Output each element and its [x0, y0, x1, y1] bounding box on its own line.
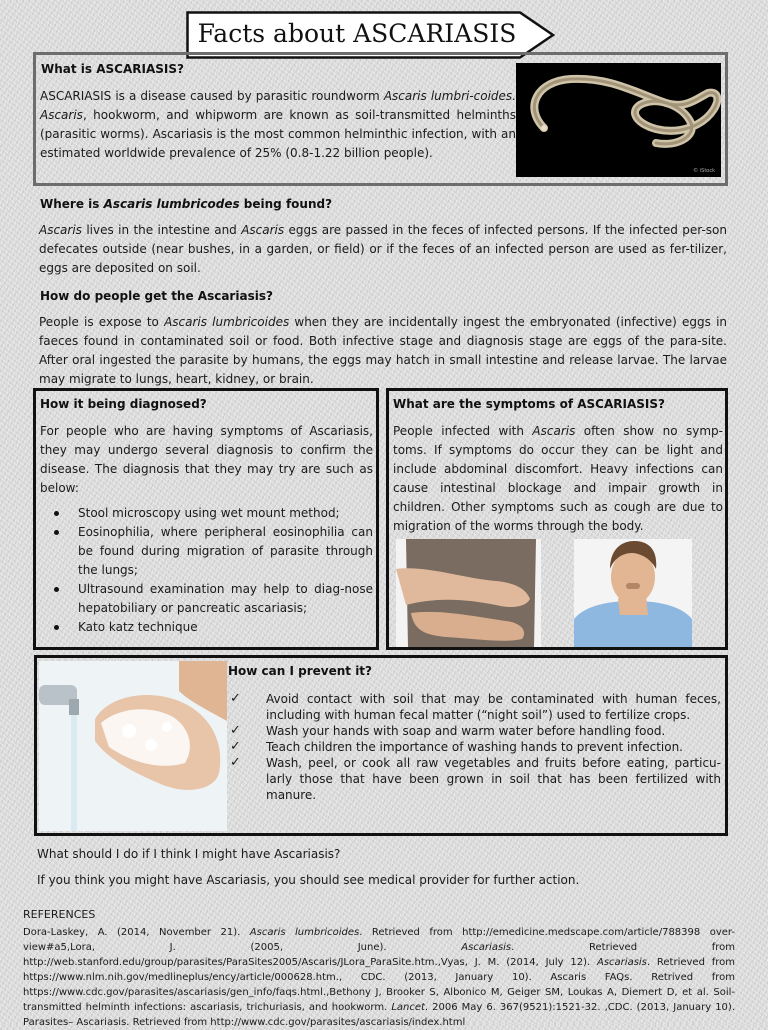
image-credit: © iStock [693, 168, 715, 174]
check-icon: ✓ [230, 739, 241, 754]
diagnosis-list [40, 504, 373, 637]
symptoms-text: People infected with Ascaris often show no symp-toms. If symptoms do occur they can be light and include abdominal discomfort. Heavy infections can cause intestinal blockage and impair growth in children. Other symptoms such as cough are due to migration of the worms through the body. [393, 424, 724, 533]
what-is-heading: What is ASCARIASIS? [41, 62, 184, 76]
list-item: ✓ Avoid contact with soil that may be contaminated with human feces, including with human fecal matter (“night soil”) used to fertilize crops. [230, 691, 721, 722]
diagnosis-intro: For people who are having symptoms of Ascariasis, they may undergo several diagnosis to confirm the disease. The diagnosis that they may try are such as below: [40, 424, 373, 495]
prevention-section [34, 655, 728, 836]
roundworm-image [516, 63, 721, 177]
page-title: Facts about ASCARIASIS [197, 19, 517, 48]
list-item: ✓ Wash, peel, or cook all raw vegetables and fruits before eating, particu-larly those that have been grown in soil that has been fertilized with manure. [230, 755, 721, 802]
what-is-section [33, 52, 728, 186]
symptoms-section [386, 388, 728, 650]
list-item: Eosinophilia, where peripheral eosinophilia can be found during migration of parasite through the lungs; [40, 523, 373, 580]
prevention-heading: How can I prevent it? [228, 664, 372, 678]
what-is-text: ASCARIASIS is a disease caused by parasitic roundworm Ascaris lumbri-coides. Ascaris, hookworm, and whipworm are known as soil-transmitted helminths (parasitic worms). Ascariasis is the most common helminthic infection, with an estimated worldwide prevalence of 25% (0.8-1.22 billion people). [40, 89, 517, 160]
what-to-do-answer: If you think you might have Ascariasis, you should see medical provider for further action. [37, 873, 580, 887]
what-to-do-question: What should I do if I think I might have Ascariasis? [37, 847, 341, 861]
stomach-ache-image [396, 539, 541, 647]
symptoms-heading: What are the symptoms of ASCARIASIS? [393, 397, 665, 411]
list-item: Ultrasound examination may help to diag-nose hepatobiliary or pancreatic ascariasis; [40, 580, 373, 618]
diagnosis-section [33, 388, 379, 650]
list-item: ✓ Wash your hands with soap and warm water before handling food. [230, 723, 666, 738]
check-icon: ✓ [230, 691, 241, 706]
list-item: Stool microscopy using wet mount method; [40, 504, 373, 523]
roundworm-illustration [516, 63, 721, 177]
where-heading: Where is Ascaris lumbricodes being found? [40, 197, 333, 211]
handwashing-illustration [39, 661, 227, 831]
references-heading: REFERENCES [23, 908, 96, 921]
handwashing-image [39, 661, 227, 831]
check-icon: ✓ [230, 755, 241, 770]
coughing-man-image [574, 539, 692, 647]
stomach-ache-illustration [396, 539, 541, 647]
check-icon: ✓ [230, 723, 241, 738]
diagnosis-heading: How it being diagnosed? [40, 397, 207, 411]
list-item: Kato katz technique [40, 618, 373, 637]
list-item: ✓ Teach children the importance of washing hands to prevent infection. [230, 739, 683, 754]
coughing-man-illustration [574, 539, 692, 647]
how-get-text: People is expose to Ascaris lumbricoides when they are incidentally ingest the embryonated (infective) eggs in faeces found in contaminated soil or food. Both infective stage and diagnosis stage are eggs of the para-site. After oral ingested the parasite by humans, the eggs may hatch in small intestine and release larvae. The larvae may migrate to lungs, heart, kidney, or brain. [39, 315, 728, 386]
prevention-list [228, 691, 721, 803]
references-text: Dora-Laskey, A. (2014, November 21). Ascaris lumbricoides. Retrieved from http://emedicine.medscape.com/article/788398 over-view#a5,Lora, J. (2005, June). Ascariasis. Retrieved from http://web.stanford.edu/group/parasites/ParaSites2005/Ascaris/JLora_ParaSite.htm.,Vyas, J. M. (2014, July 12). Ascariasis. Retrieved from https://www.nlm.nih.gov/medlineplus/ency/article/000628.htm., CDC. (2013, January 10). Ascaris FAQs. Retrived from https://www.cdc.gov/parasites/ascariasis/gen_info/faqs.html.,Bethony J, Brooker S, Albonico M, Geiger SM, Loukas A, Diemert D, et al. Soil-transmitted helminth infections: ascariasis, trichuriasis, and hookworm. Lancet. 2006 May 6. 367(9521):1521-32. ,CDC. (2013, January 10). Parasites– Ascariasis. Retrieved from http://www.cdc.gov/parasites/ascariasis/index.html [23, 927, 736, 1028]
how-get-heading: How do people get the Ascariasis? [40, 289, 273, 303]
where-text: Ascaris lives in the intestine and Ascaris eggs are passed in the feces of infected persons. If the infected per-son defecates outside (near bushes, in a garden, or field) or if the feces of an infected person are used as fer-tilizer, eggs are deposited on soil. [39, 223, 727, 275]
